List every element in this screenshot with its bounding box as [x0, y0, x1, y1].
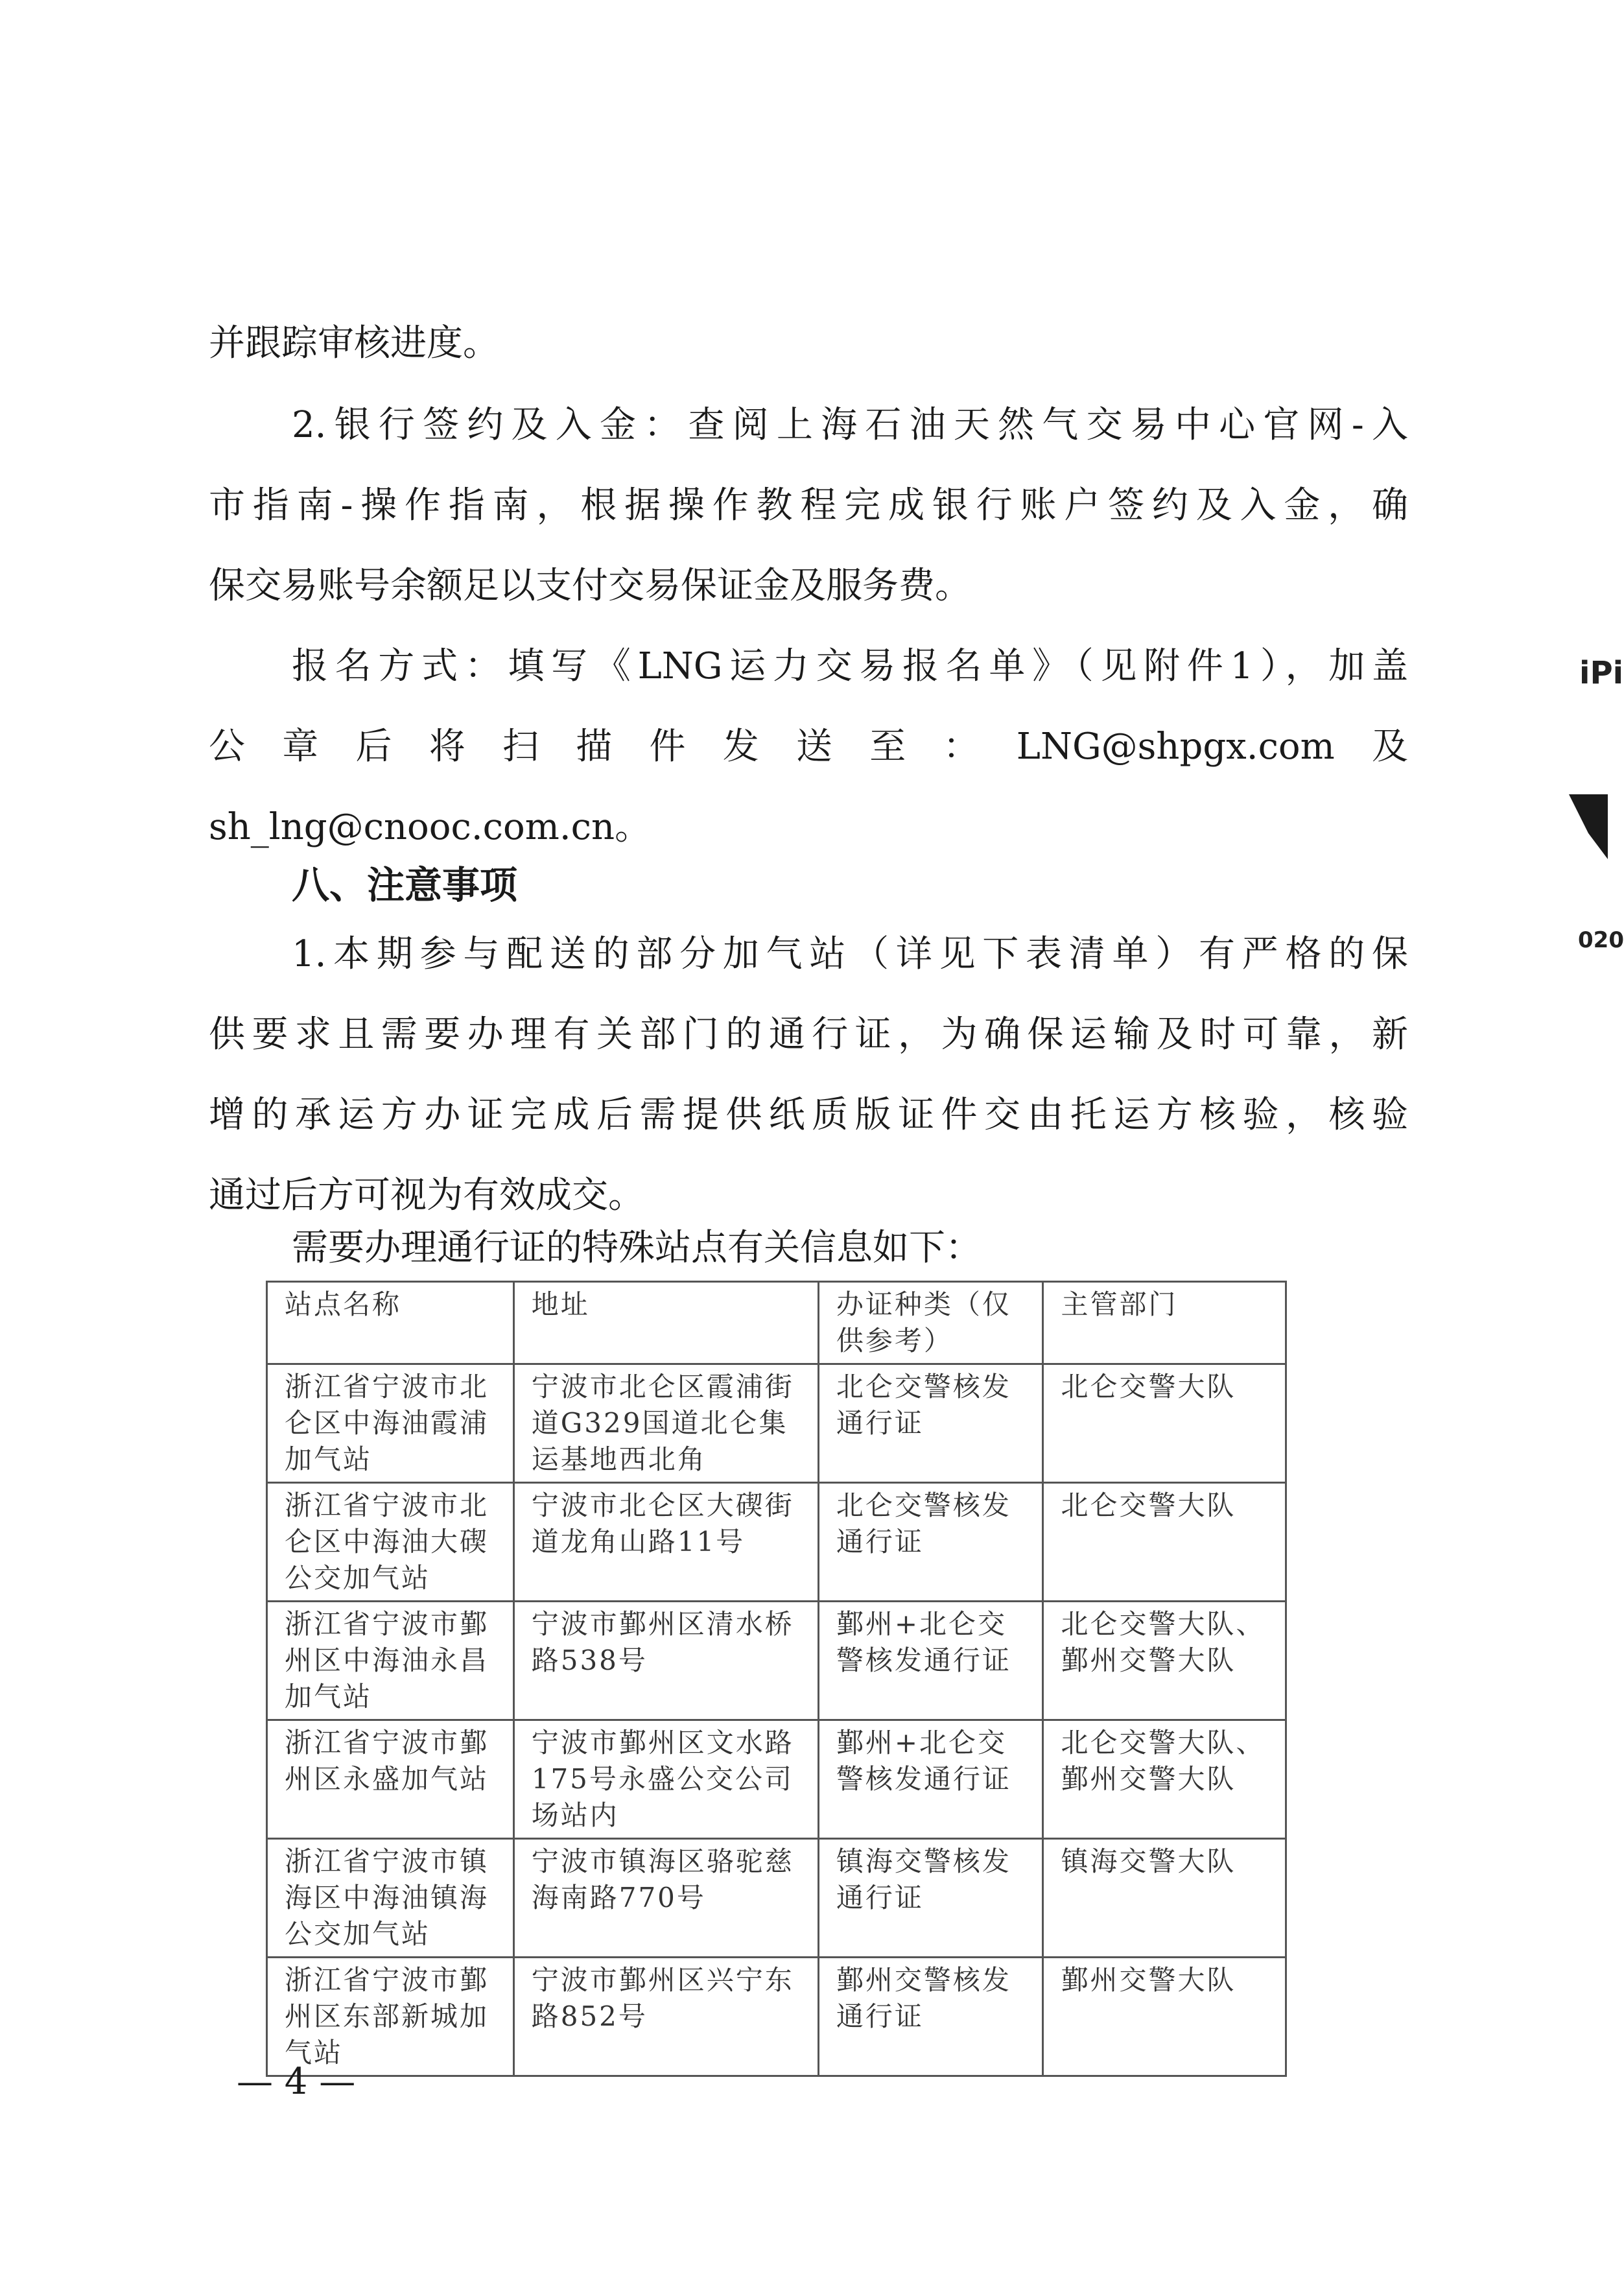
cell-department: 鄞州交警大队	[1043, 1958, 1286, 2076]
cell-permit-type: 北仑交警核发通行证	[818, 1364, 1043, 1483]
header-station-name: 站点名称	[267, 1282, 514, 1364]
cell-department: 北仑交警大队	[1043, 1364, 1286, 1483]
cell-station-name: 浙江省宁波市北仑区中海油大碶公交加气站	[267, 1483, 514, 1602]
page-number: — 4 —	[237, 2061, 356, 2103]
cell-station-name: 浙江省宁波市鄞州区东部新城加气站	[267, 1958, 514, 2076]
header-department: 主管部门	[1043, 1282, 1286, 1364]
cell-station-name: 浙江省宁波市鄞州区中海油永昌加气站	[267, 1602, 514, 1720]
paragraph-bank-line-2: 市指南-操作指南，根据操作教程完成银行账户签约及入金，确	[209, 484, 1408, 527]
header-permit-type: 办证种类（仅供参考）	[818, 1282, 1043, 1364]
cell-permit-type: 镇海交警核发通行证	[818, 1839, 1043, 1958]
table-caption: 需要办理通行证的特殊站点有关信息如下：	[292, 1227, 982, 1269]
paragraph-notice-line-4: 通过后方可视为有效成交。	[209, 1174, 644, 1216]
edge-mark-top: iPi	[1579, 655, 1624, 691]
header-address: 地址	[513, 1282, 818, 1364]
table-header-row	[267, 1282, 1286, 1364]
cell-permit-type: 鄞州+北仑交警核发通行证	[818, 1602, 1043, 1720]
cell-address: 宁波市鄞州区文水路175号永盛公交公司场站内	[513, 1720, 818, 1839]
table-row	[267, 1602, 1286, 1720]
cell-department: 镇海交警大队	[1043, 1839, 1286, 1958]
cell-address: 宁波市北仑区大碶街道龙角山路11号	[513, 1483, 818, 1602]
cell-department: 北仑交警大队	[1043, 1483, 1286, 1602]
cell-permit-type: 鄞州交警核发通行证	[818, 1958, 1043, 2076]
cell-station-name: 浙江省宁波市鄞州区永盛加气站	[267, 1720, 514, 1839]
paragraph-registration-line-3: sh_lng@cnooc.com.cn。	[209, 806, 652, 848]
section-heading: 八、注意事项	[292, 863, 518, 907]
edge-mark-shape	[1569, 794, 1608, 859]
cell-station-name: 浙江省宁波市镇海区中海油镇海公交加气站	[267, 1839, 514, 1958]
edge-mark-bottom: 020	[1578, 927, 1624, 953]
table-row	[267, 1483, 1286, 1602]
table-row	[267, 1839, 1286, 1958]
cell-permit-type: 北仑交警核发通行证	[818, 1483, 1043, 1602]
table-row	[267, 1958, 1286, 2076]
paragraph-bank-line-1: 2.银行签约及入金：查阅上海石油天然气交易中心官网-入	[292, 404, 1408, 446]
cell-address: 宁波市鄞州区兴宁东路852号	[513, 1958, 818, 2076]
paragraph-notice-line-3: 增的承运方办证完成后需提供纸质版证件交由托运方核验，核验	[209, 1094, 1408, 1136]
cell-department: 北仑交警大队、鄞州交警大队	[1043, 1602, 1286, 1720]
cell-address: 宁波市北仑区霞浦街道G329国道北仑集运基地西北角	[513, 1364, 818, 1483]
table-row	[267, 1364, 1286, 1483]
table-row	[267, 1720, 1286, 1839]
paragraph-registration-line-2: 公章后将扫描件发送至：LNG@shpgx.com及	[209, 726, 1408, 768]
cell-department: 北仑交警大队、鄞州交警大队	[1043, 1720, 1286, 1839]
paragraph-registration-line-1: 报名方式：填写《LNG运力交易报名单》（见附件1），加盖	[292, 645, 1408, 687]
paragraph-notice-line-1: 1.本期参与配送的部分加气站（详见下表清单）有严格的保	[292, 933, 1408, 975]
stations-table	[266, 1281, 1287, 2077]
cell-address: 宁波市鄞州区清水桥路538号	[513, 1602, 818, 1720]
cell-permit-type: 鄞州+北仑交警核发通行证	[818, 1720, 1043, 1839]
paragraph-notice-line-2: 供要求且需要办理有关部门的通行证，为确保运输及时可靠，新	[209, 1013, 1408, 1056]
paragraph-bank-line-3: 保交易账号余额足以支付交易保证金及服务费。	[209, 565, 971, 607]
cell-address: 宁波市镇海区骆驼慈海南路770号	[513, 1839, 818, 1958]
paragraph-continuation: 并跟踪审核进度。	[209, 322, 499, 364]
cell-station-name: 浙江省宁波市北仑区中海油霞浦加气站	[267, 1364, 514, 1483]
